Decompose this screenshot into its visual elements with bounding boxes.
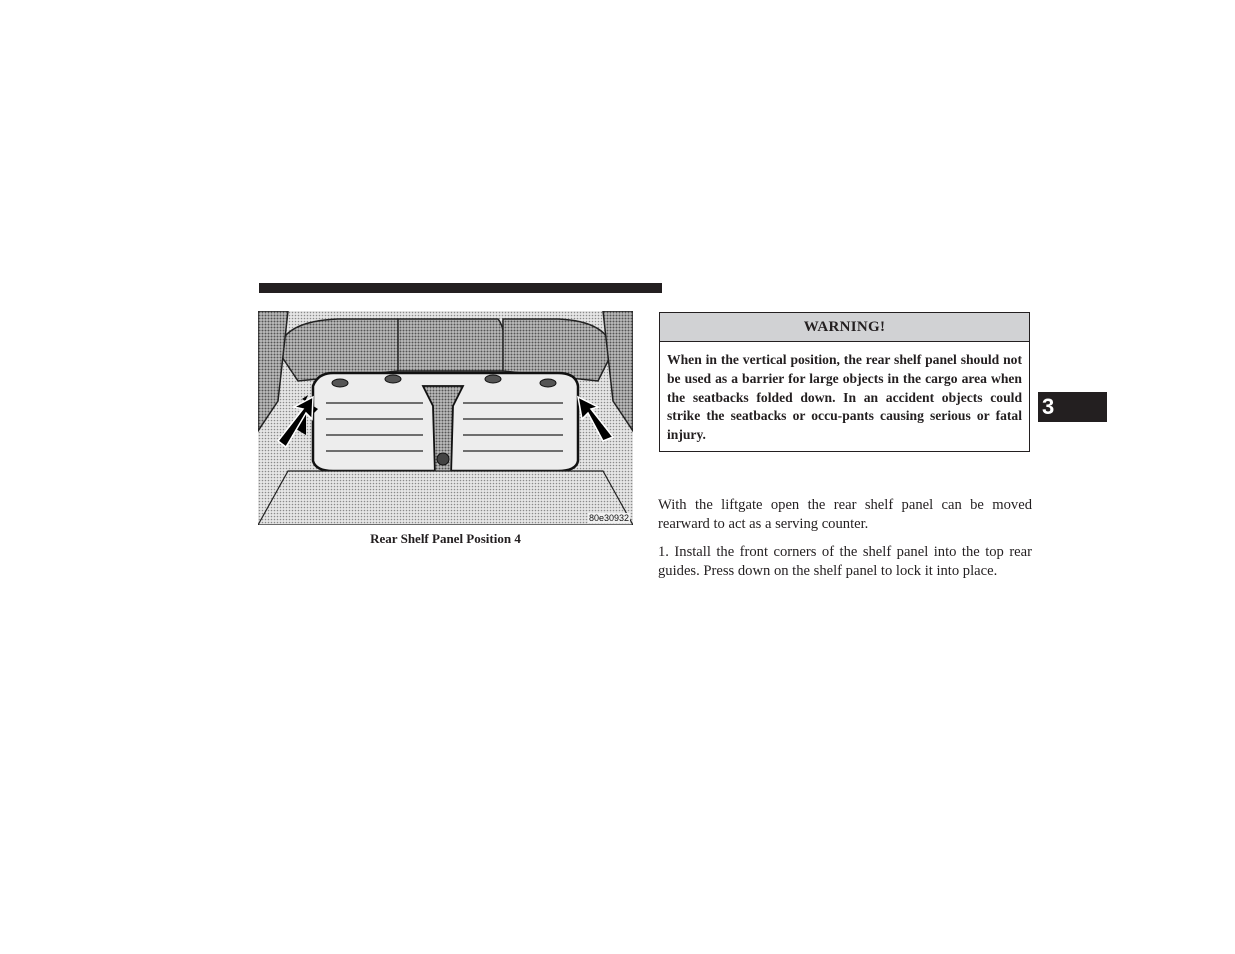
warning-title: WARNING!: [660, 313, 1029, 342]
cargo-area-drawing: [258, 311, 633, 525]
body-paragraph-2: 1. Install the front corners of the shelf panel into the top rear guides. Press down on the shelf panel to lock it into place.: [658, 544, 1032, 579]
chapter-tab: 3: [1038, 392, 1107, 422]
figure-caption: Rear Shelf Panel Position 4: [370, 531, 521, 546]
header-rule: [259, 283, 662, 293]
body-paragraph-1: With the liftgate open the rear shelf panel can be moved rearward to act as a serving counter.: [658, 497, 1032, 532]
rear-shelf-illustration: [258, 311, 633, 525]
warning-box: [659, 312, 1030, 452]
warning-text: When in the vertical position, the rear shelf panel should not be used as a barrier for large objects in the cargo area when the seatbacks folded down. In an accident objects could strike the seatbacks or occu-pants causing serious or fatal injury.: [667, 352, 1022, 443]
figure-code: 80e30932: [588, 513, 629, 523]
